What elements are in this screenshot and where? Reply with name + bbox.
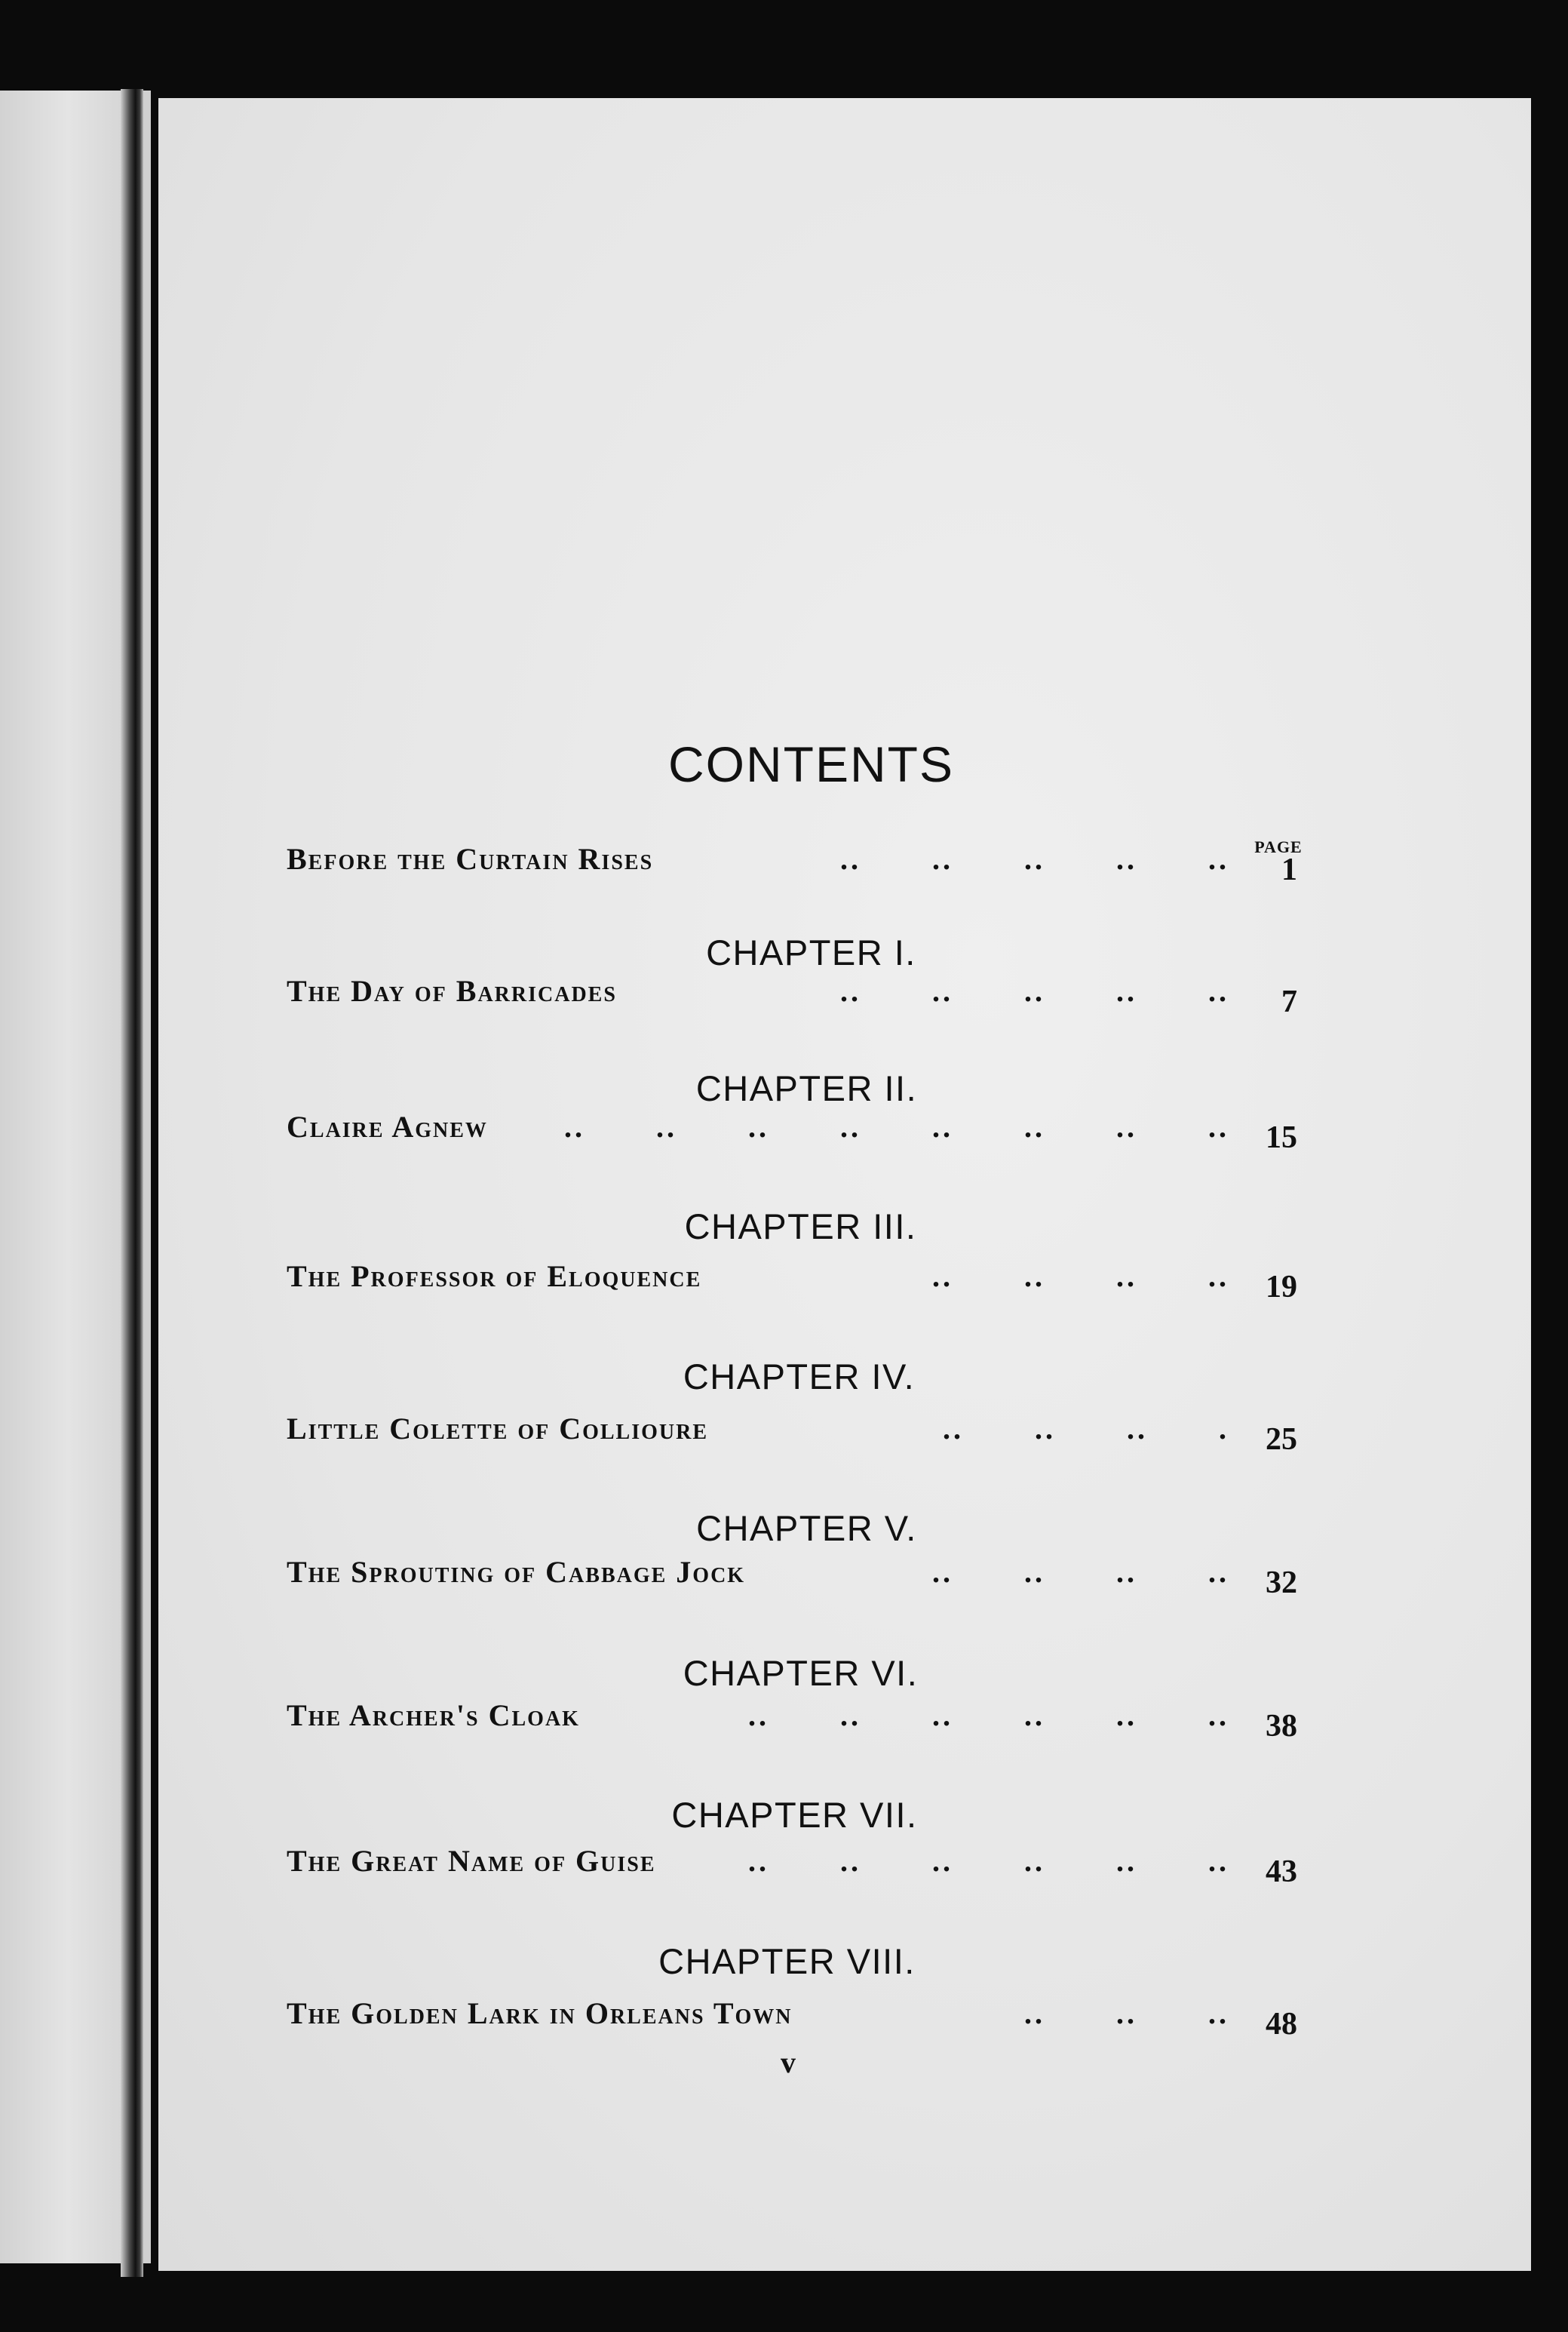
toc-entry-title: The Sprouting of Cabbage Jock <box>287 1555 746 1589</box>
toc-entry-title: The Great Name of Guise <box>287 1844 656 1878</box>
toc-page-number: 25 <box>1266 1422 1297 1457</box>
chapter-heading: CHAPTER VIII. <box>658 1941 916 1981</box>
toc-leader-dots: .. .. .. .. .. <box>840 842 1229 876</box>
page-column-label: PAGE <box>1254 837 1303 856</box>
toc-page-number: 1 <box>1281 853 1297 887</box>
toc-leader-dots: .. .. .. .. <box>932 1555 1229 1589</box>
toc-entry <box>287 1996 1312 2041</box>
toc-entry <box>287 841 1312 886</box>
chapter-heading: CHAPTER II. <box>695 1068 918 1108</box>
toc-entry <box>287 1258 1312 1304</box>
toc-entry <box>287 1411 1312 1456</box>
toc-entry <box>287 1554 1312 1599</box>
chapter-heading: CHAPTER IV. <box>683 1356 916 1396</box>
toc-page-number: 19 <box>1266 1270 1297 1304</box>
toc-entry-title: The Day of Barricades <box>287 974 617 1008</box>
toc-entry-title: The Professor of Eloquence <box>287 1259 702 1293</box>
toc-entry <box>287 1843 1312 1888</box>
toc-entry-title: Claire Agnew <box>287 1110 488 1144</box>
toc-page-number: 48 <box>1266 2007 1297 2042</box>
chapter-heading: CHAPTER VII. <box>671 1795 918 1835</box>
toc-page-number: 32 <box>1266 1565 1297 1600</box>
toc-entry-title: The Golden Lark in Orleans Town <box>287 1996 793 2030</box>
toc-leader-dots: .. .. .. .. .. .. .. .. <box>564 1110 1229 1144</box>
toc-entry-title: Before the Curtain Rises <box>287 842 654 876</box>
toc-entry <box>287 1109 1312 1154</box>
toc-entry <box>287 1698 1312 1743</box>
toc-page-number: 38 <box>1266 1709 1297 1744</box>
page-folio: v <box>781 2045 796 2079</box>
chapter-heading: CHAPTER I. <box>706 932 916 972</box>
toc-leader-dots: .. .. .. .. .. <box>840 974 1229 1008</box>
toc-entry-title: The Archer's Cloak <box>287 1698 580 1732</box>
chapter-heading: CHAPTER III. <box>684 1206 917 1246</box>
toc-leader-dots: .. .. .. .. <box>932 1259 1229 1293</box>
toc-page-number: 7 <box>1281 985 1297 1019</box>
chapter-heading: CHAPTER VI. <box>683 1653 919 1693</box>
chapter-heading: CHAPTER V. <box>696 1508 917 1548</box>
toc-leader-dots: .. .. .. .. .. .. <box>748 1698 1229 1732</box>
toc-entry <box>287 973 1312 1019</box>
page-title: CONTENTS <box>668 736 954 792</box>
toc-page-number: 43 <box>1266 1854 1297 1889</box>
toc-leader-dots: .. .. .. <box>1024 1996 1229 2030</box>
toc-leader-dots: .. .. .. . <box>943 1412 1229 1446</box>
toc-page-number: 15 <box>1266 1120 1297 1155</box>
toc-leader-dots: .. .. .. .. .. .. <box>748 1844 1229 1878</box>
toc-entry-title: Little Colette of Collioure <box>287 1412 709 1446</box>
